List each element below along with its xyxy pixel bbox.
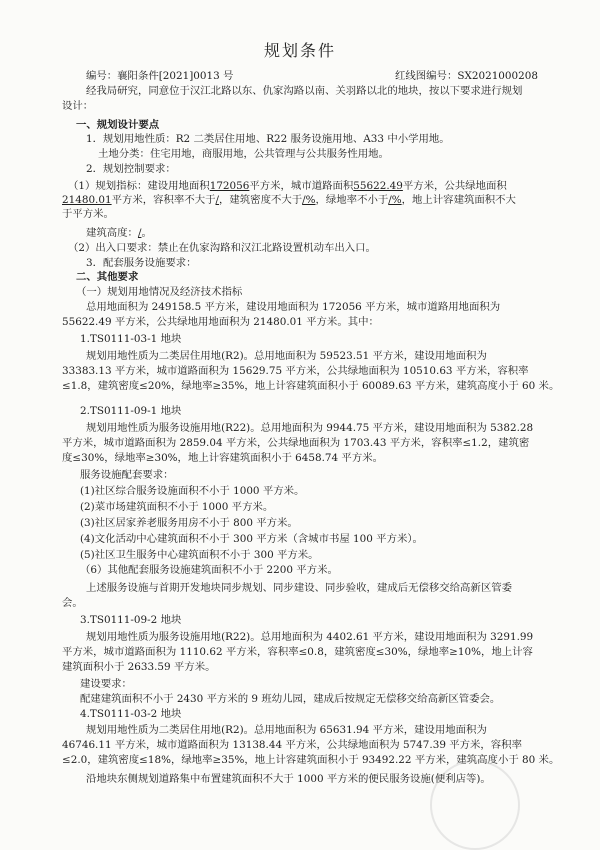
service-item: (2)菜市场建筑面积不小于 1000 平方米。 [80, 501, 274, 513]
subsection-heading: （一）规划用地情况及经济技术指标 [76, 286, 243, 298]
plot-detail-line: 规划用地性质为二类居住用地(R2)。总用地面积为 59523.51 平方米，建设用地面积为 [86, 350, 487, 362]
plot-detail-line: 规划用地性质为服务设施用地(R22)。总用地面积为 9944.75 平方米，建设用地面积为 5382.28 [86, 422, 534, 434]
summary-line: 55622.49 平方米，公共绿地用地面积为 21480.01 平方米。其中： [62, 316, 379, 328]
sync-line: 会。 [62, 597, 83, 609]
redline-map-number: 红线图编号：SX2021000208 [395, 70, 538, 82]
faint-seal-stamp [430, 760, 520, 850]
text-fragment: ，地上计容建筑面积不大 [401, 194, 516, 206]
control-indicators-line2 [62, 193, 516, 207]
density-value: /% [302, 194, 316, 206]
plot-detail-line: 规划用地性质为二类居住用地(R2)。总用地面积为 65631.94 平方米，建设用地面积为 [86, 724, 487, 736]
service-item: (4)文化活动中心建筑面积不小于 300 平方米（含城市书屋 100 平方米）。 [80, 533, 423, 545]
access-requirements: （2）出入口要求：禁止在仇家沟路和汉江北路设置机动车出入口。 [68, 242, 376, 254]
service-facility-requirements: 3．配套服务设施要求： [86, 257, 197, 269]
plot-detail-line: ≤1.8，建筑密度≤20%，绿地率≥35%，地上计容建筑面积小于 60089.63 平方米，建筑高度小于 60 米。 [62, 380, 560, 392]
final-requirement: 沿地块东侧规划道路集中布置建筑面积不大于 1000 平方米的便民服务设施(便利店等)。 [86, 773, 491, 785]
service-item: (1)社区综合服务设施面积不小于 1000 平方米。 [80, 485, 305, 497]
plot-heading: 2.TS0111-09-1 地块 [80, 405, 182, 417]
text-fragment: 平方米，城市道路面积 [249, 180, 354, 192]
plot-detail-line: 33383.13 平方米，城市道路面积为 15629.75 平方米，公共绿地面积为 10510.63 平方米，容积率 [62, 365, 529, 377]
text-fragment: 平方米，公共绿地面积 [402, 180, 507, 192]
plot-detail-line: ≤2.0，建筑密度≤18%，绿地率≥35%，地上计容建筑面积小于 93492.22 平方米，建筑高度小于 80 米。 [62, 754, 560, 766]
building-height [86, 226, 152, 240]
text-fragment: 建筑高度： [86, 227, 138, 239]
plot-detail-line: 规划用地性质为服务设施用地(R22)。总用地面积为 4402.61 平方米，建设用地面积为 3291.99 [86, 631, 534, 643]
plot-heading: 3.TS0111-09-2 地块 [80, 614, 182, 626]
green-rate-value: /% [388, 194, 402, 206]
section-heading-design: 一、规划设计要点 [76, 119, 160, 131]
service-heading: 服务设施配套要求： [80, 469, 174, 481]
intro-line: 经我局研究，同意位于汉江北路以东、仇家沟路以南、关羽路以北的地块，按以下要求进行规划 [86, 85, 523, 97]
intro-line: 设计： [62, 100, 94, 112]
control-requirements-heading: 2．规划控制要求： [86, 163, 176, 175]
sync-line: 上述服务设施与首期开发地块同步规划、同步建设、同步验收，建成后无偿移交给高新区管委 [86, 582, 513, 594]
plot-heading: 4.TS0111-03-2 地块 [80, 708, 182, 720]
text-fragment: ，绿地率不小于 [315, 194, 389, 206]
document-number: 编号：襄阳条件[2021]0013 号 [86, 70, 234, 82]
control-indicators-line1 [68, 179, 507, 193]
document-title: 规划条件 [263, 41, 336, 60]
service-item: (3)社区居家养老服务用房不小于 800 平方米。 [80, 517, 298, 529]
plot-detail-line: 平方米，城市道路面积为 2859.04 平方米，公共绿地面积为 1703.43 平方米，容积率≤1.2，建筑密 [62, 437, 530, 449]
land-classification: 土地分类：住宅用地，商服用地，公共管理与公共服务性用地。 [98, 148, 389, 160]
construction-requirements-heading: 建设要求： [80, 678, 132, 690]
text-fragment: （1）规划指标：建设用地面积 [68, 180, 210, 192]
service-item: (5)社区卫生服务中心建筑面积不小于 300 平方米。 [80, 549, 319, 561]
plot-detail-line: 建筑面积小于 2633.59 平方米。 [62, 661, 216, 673]
text-fragment: 。 [141, 227, 152, 239]
plot-detail-line: 度≤30%，绿地率≥30%，地上计容建筑面积小于 6458.74 平方米。 [62, 452, 383, 464]
plot-detail-line: 46746.11 平方米，城市道路面积为 13138.44 平方米，公共绿地面积为 5747.39 平方米，容积率 [62, 739, 522, 751]
service-item: （6）其他配套服务设施建筑面积不小于 2200 平方米。 [80, 564, 338, 576]
control-indicators-line3: 于平方米。 [62, 208, 114, 220]
construction-area-value: 172056 [209, 180, 250, 192]
text-fragment: 平方米，容积率不大于 [111, 194, 216, 206]
road-area-value: 55622.49 [353, 180, 403, 192]
plot-detail-line: 平方米，城市道路面积为 1110.62 平方米，容积率≤0.8，建筑密度≤30%，绿地率≥10%，地上计容 [62, 646, 533, 658]
far-value: / [215, 194, 220, 206]
land-use-nature: 1．规划用地性质：R2 二类居住用地、R22 服务设施用地、A33 中小学用地。 [86, 133, 450, 145]
text-fragment: ，建筑密度不大于 [219, 194, 303, 206]
construction-requirement: 配建建筑面积不小于 2430 平方米的 9 班幼儿园，建成后按规定无偿移交给高新区管委会。 [80, 693, 501, 705]
plot-heading: 1.TS0111-03-1 地块 [80, 333, 182, 345]
section-heading-other: 二、其他要求 [76, 271, 139, 283]
green-area-value: 21480.01 [62, 194, 112, 206]
building-height-value: / [137, 227, 142, 239]
summary-line: 总用地面积为 249158.5 平方米，建设用地面积为 172056 平方米，城市道路用地面积为 [86, 301, 501, 313]
